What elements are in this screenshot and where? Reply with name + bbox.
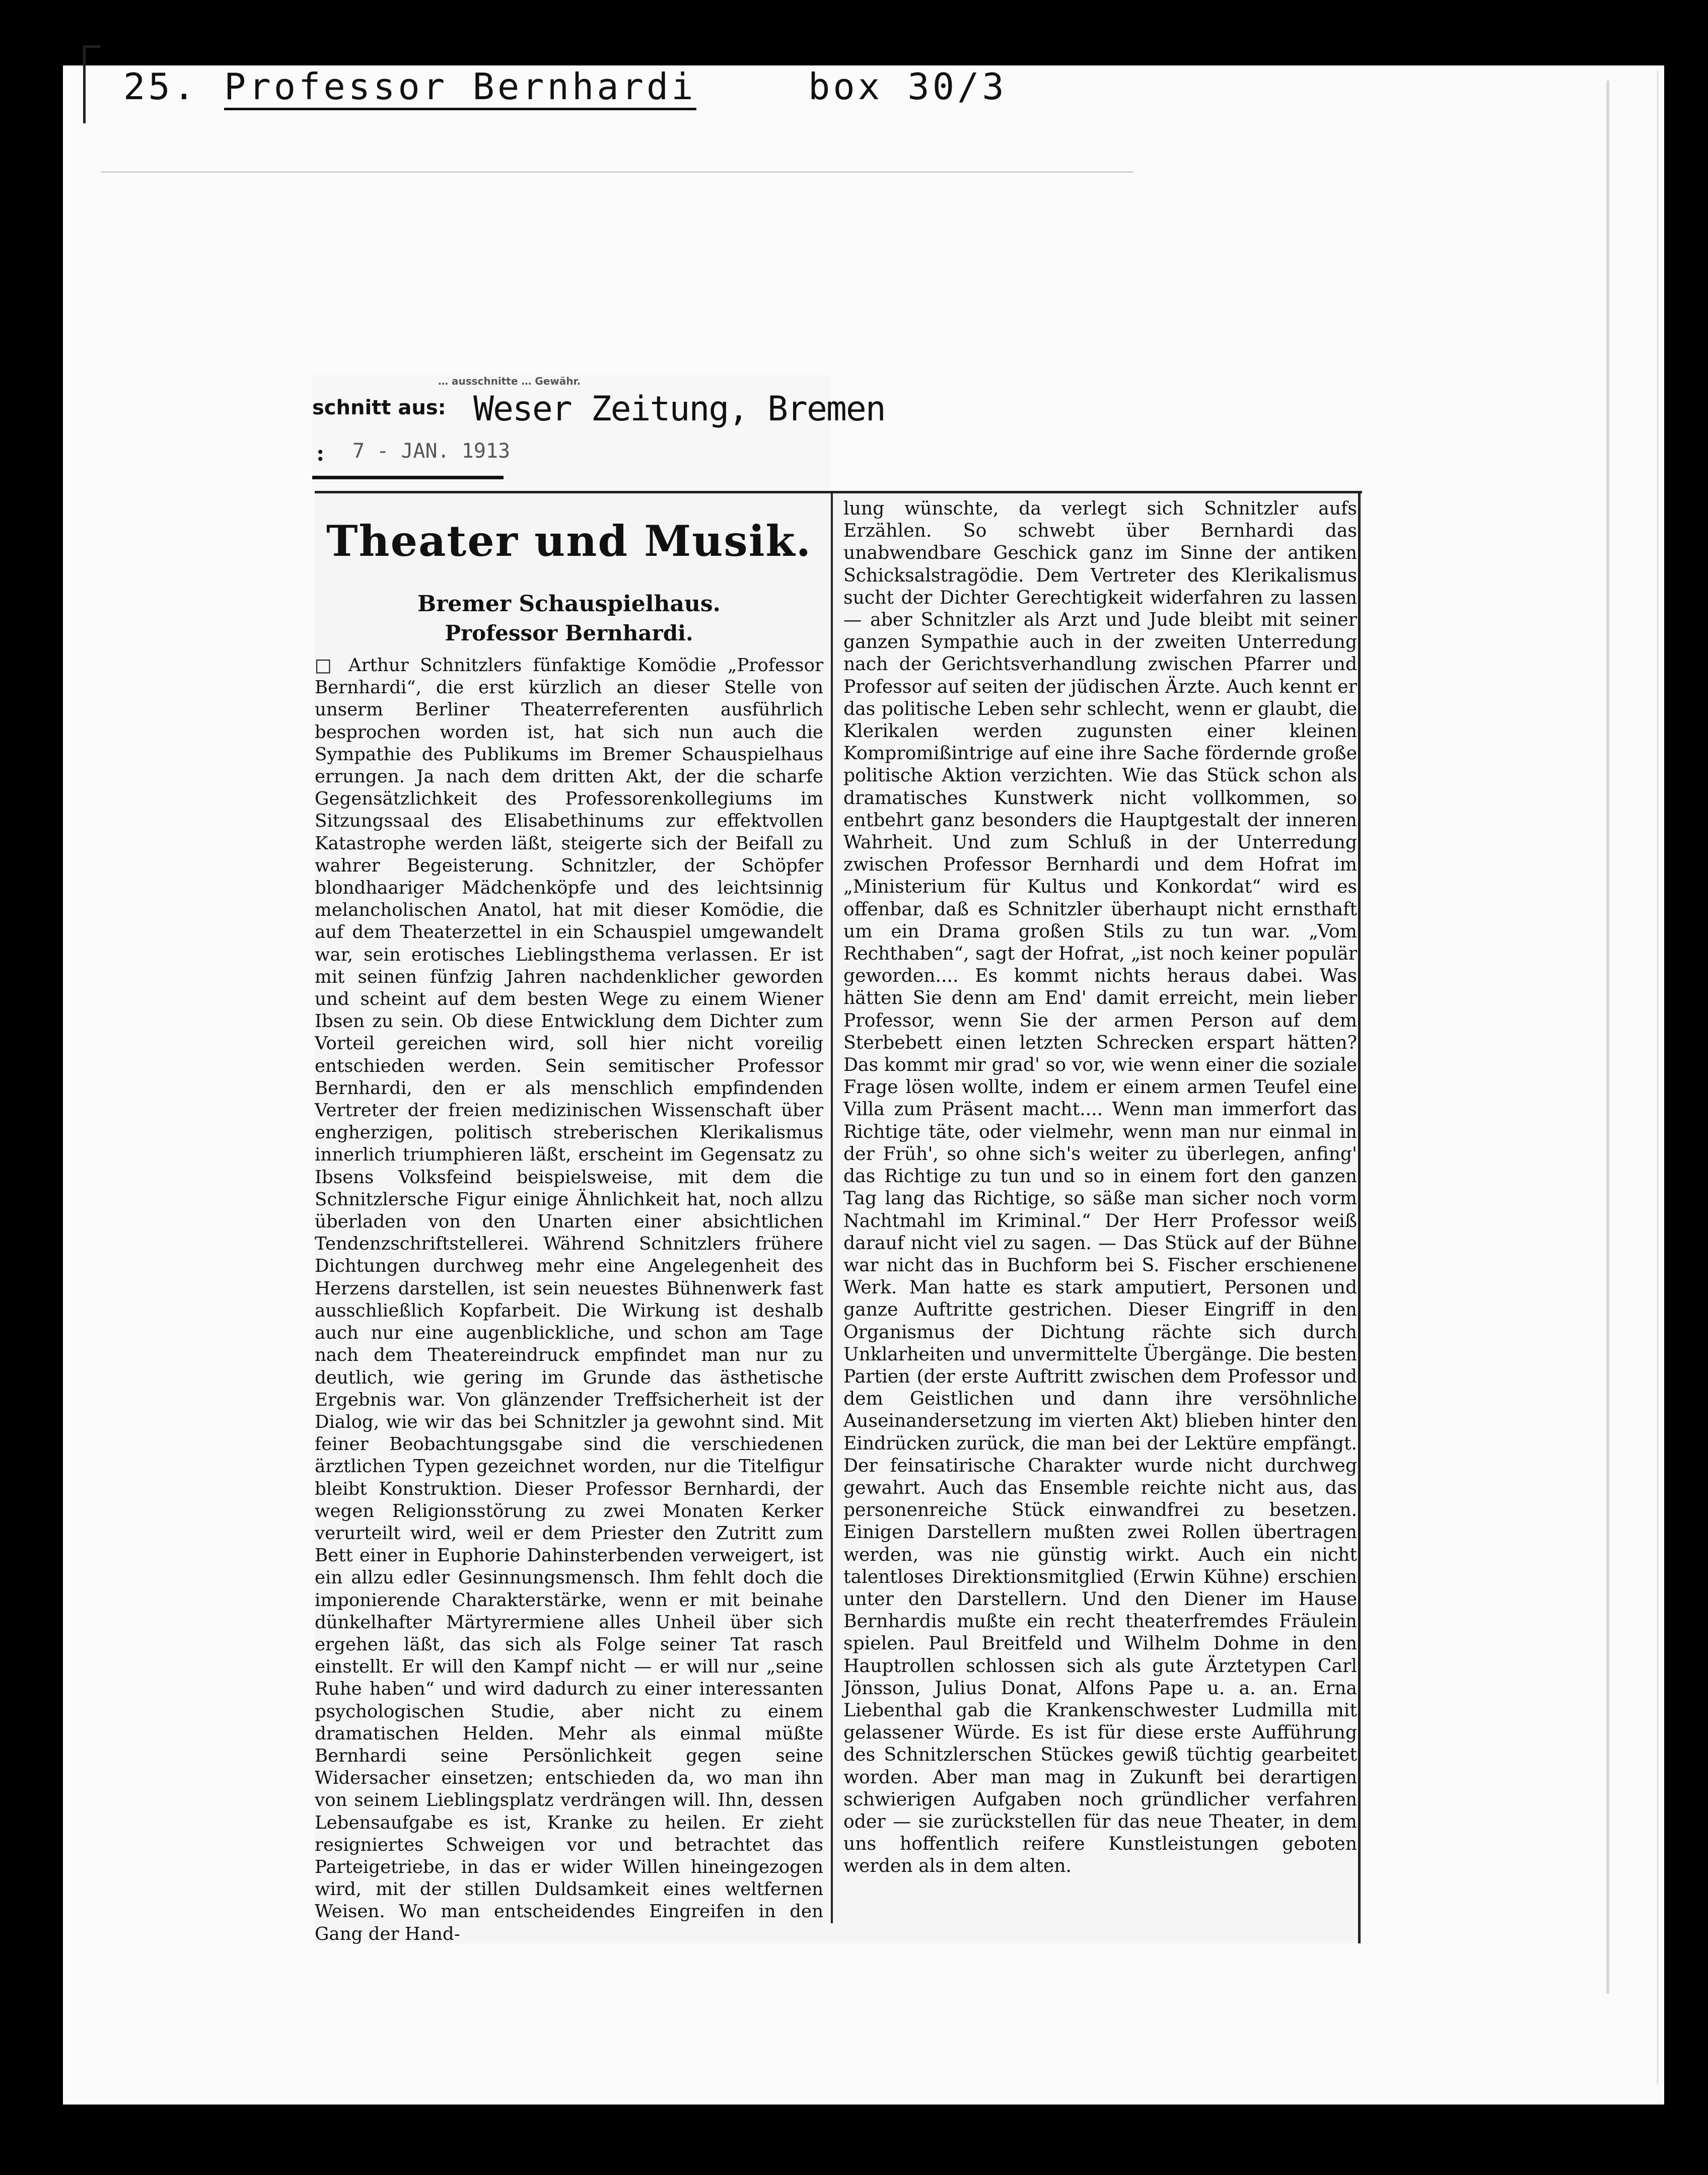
play-title: Professor Bernhardi. [445,621,693,645]
folder-title: Professor Bernhardi [224,65,696,110]
stamp-rule [312,476,504,479]
stamp-label: schnitt aus: [312,396,446,419]
column-divider [831,493,833,1923]
stamp-colon: : [316,441,325,466]
clipping-right-edge [1358,493,1361,1943]
column-1-text: □ Arthur Schnitzlers fünfaktige Komödie „Professor Bernhardi“, die erst kürzlich an dieser Stelle von unserm Berliner Theaterreferenten ausführlich besprochen worden ist, hat sich nun auch die Sympathie des Publikums im Bremer Schauspielhaus errungen. Ja nach dem dritten Akt, der die scharfe Gegensätzlichkeit des Professorenkollegiums im Sitzungssaal des Elisabethinums zur effektvollen Katastrophe werden läßt, steigerte sich der Beifall zu wahrer Begeisterung. Schnitzler, der Schöpfer blondhaariger Mädchenköpfe und des leichtsinnig melancholischen Anatol, hat mit dieser Komödie, die auf dem Theaterzettel in ein Schauspiel umgewandelt war, sein erotisches Lieblingsthema verlassen. Er ist mit seinen fünfzig Jahren nachdenklicher geworden und scheint auf dem besten Wege zu einem Wiener Ibsen zu sein. Ob diese Entwicklung dem Dichter zum Vorteil gereichen wird, soll hier nicht voreilig entschieden werden. Sein semitischer Professor Bernhardi, den er als menschlich empfindenden Vertreter der freien medizinischen Wissenschaft über engherzigen, politisch streberischen Klerikalismus innerlich triumphieren läßt, erscheint im Gegensatz zu Ibsens Volksfeind beispielsweise, mit dem die Schnitzlersche Figur einige Ähnlichkeit hat, noch allzu überladen von den Unarten einer absichtlichen Tendenzschriftstellerei. Während Schnitzlers frühere Dichtungen durchweg mehr eine Angelegenheit des Herzens darstellen, ist sein neuestes Bühnenwerk fast ausschließlich Kopfarbeit. Die Wirkung ist deshalb auch nur eine augenblickliche, und schon am Tage nach dem Theatereindruck empfindet man nur zu deutlich, wie gering im Grunde das ästhetische Ergebnis war. Von glänzender Treffsicherheit ist der Dialog, wie wir das bei Schnitzler ja gewohnt sind. Mit feiner Beobachtungsgabe sind die verschiedenen ärztlichen Typen gezeichnet worden, nur die Titelfigur bleibt Konstruktion. Dieser Professor Bernhardi, der wegen Religionsstörung zu zwei Monaten Kerker verurteilt wird, weil er dem Priester den Zutritt zum Bett einer in Euphorie Dahinsterbenden verweigert, ist ein allzu edler Gesinnungsmensch. Ihm fehlt doch die imponierende Charakterstärke, wenn er mit beinahe dünkelhafter Märtyrermiene alles Unheil über sich ergehen läßt, das sich als Folge seiner Tat rasch einstellt. Er will den Kampf nicht — er will nur „seine Ruhe haben“ und wird dadurch zu einer interessanten psychologischen Studie, aber nicht zu einem dramatischen Helden. Mehr als einmal müßte Bernhardi seine Persönlichkeit gegen seine Widersacher einsetzen; entschieden da, wo man ihn von seinem Lieblingsplatz verdrängen will. Ihn, dessen Lebensaufgabe es ist, Kranke zu heilen. Er zieht resigniertes Schweigen vor und betrachtet das Parteigetriebe, in das er wider Willen hineingezogen wird, mit der stillen Duldsamkeit eines weltfernen Weisen. Wo man entscheidendes Eingreifen in den Gang der Hand- [315,655,823,1944]
stamp-date: 7 - JAN. 1913 [352,440,511,463]
venue-heading: Bremer Schauspielhaus. [417,591,721,617]
clipping-stamp [312,375,885,491]
section-heading: Theater und Musik. [326,516,812,566]
corner-bracket [83,45,101,123]
folder-number: 25. [123,65,198,108]
archive-header [63,35,1070,108]
newspaper-clipping [315,491,1362,1943]
column-2-text: lung wünschte, da verlegt sich Schnitzler aufs Erzählen. So schwebt über Bernhardi das unabwendbare Geschick ganz im Sinne der antiken Schicksalstragödie. Dem Vertreter des Klerikalismus sucht der Dichter Gerechtigkeit widerfahren zu lassen — aber Schnitzler als Arzt und Jude bleibt mit seiner ganzen Sympathie auch in der zweiten Unterredung nach der Gerichtsverhandlung zwischen Pfarrer und Professor auf seiten der jüdischen Ärzte. Auch kennt er das politische Leben sehr schlecht, wenn er glaubt, die Klerikalen werden zugunsten einer kleinen Kompromißintrige auf eine ihre Sache fördernde große politische Aktion verzichten. Wie das Stück schon als dramatisches Kunstwerk nicht vollkommen, so entbehrt ganz besonders die Hauptgestalt der inneren Wahrheit. Und zum Schluß in der Unterredung zwischen Professor Bernhardi und dem Hofrat im „Ministerium für Kultus und Konkordat“ wird es offenbar, daß es Schnitzler überhaupt nicht ernsthaft um ein Drama großen Stils zu tun war. „Vom Rechthaben“, sagt der Hofrat, „ist noch keiner populär geworden.... Es kommt nichts heraus dabei. Was hätten Sie denn am End' damit erreicht, mein lieber Professor, wenn Sie der armen Person auf dem Sterbebett einen letzten Schrecken erspart hätten? Das kommt mir grad' so vor, wie wenn einer die soziale Frage lösen wollte, indem er einem armen Teufel eine Villa zum Präsent macht.... Wenn man immerfort das Richtige täte, oder vielmehr, wenn man nur einmal in der Früh', so ohne sich's weiter zu überlegen, anfing' das Richtige zu tun und so in einem fort den ganzen Tag lang das Richtige, so säße man sicher noch vorm Nachtmahl im Kriminal.“ Der Herr Professor weiß darauf nicht viel zu sagen. — Das Stück auf der Bühne war nicht das in Buchform bei S. Fischer erschienene Werk. Man hatte es stark amputiert, Personen und ganze Auftritte gestrichen. Dieser Eingriff in den Organismus der Dichtung rächte sich durch Unklarheiten und unvermittelte Übergänge. Die besten Partien (der erste Auftritt zwischen dem Professor und dem Geistlichen und dann ihre versöhnliche Auseinandersetzung im vierten Akt) blieben hinter den Eindrücken zurück, die man bei der Lektüre empfängt. Der feinsatirische Charakter wurde nicht durchweg gewahrt. Auch das Ensemble reichte nicht aus, das personenreiche Stück einwandfrei zu besetzen. Einigen Darstellern mußten zwei Rollen übertragen werden, was nie günstig wirkt. Auch ein nicht talentloses Direktionsmitglied (Erwin Kühne) erschien unter den Darstellern. Und den Diener im Hause Bernhardis mußte ein recht theaterfremdes Fräulein spielen. Paul Breitfeld und Wilhelm Dohme in den Hauptrollen schlossen sich als gute Ärztetypen Carl Jönsson, Julius Donat, Alfons Pape u. a. an. Erna Liebenthal gab die Krankenschwester Ludmilla mit gelassener Würde. Es ist für diese erste Aufführung des Schnitzlerschen Stückes gewiß tüchtig gearbeitet worden. Aber man mag in Zukunft bei derartigen schwierigen Aufgaben noch gründlicher verfahren oder — sie zurückstellen für das neue Theater, in dem uns hoffentlich reifere Kunstleistungen geboten werden als in dem alten. [843,497,1357,1877]
header-divider [101,171,1133,173]
article-column-2 [843,493,1357,1877]
article-column-1 [315,493,823,1945]
box-label: box 30/3 [808,65,1007,108]
scan-edge-line [1606,81,1609,1994]
scan-edge-line-outer [1657,70,1659,2084]
newspaper-name: Weser Zeitung, Bremen [473,389,885,429]
stamp-top-line: … ausschnitte … Gewähr. [438,375,581,387]
